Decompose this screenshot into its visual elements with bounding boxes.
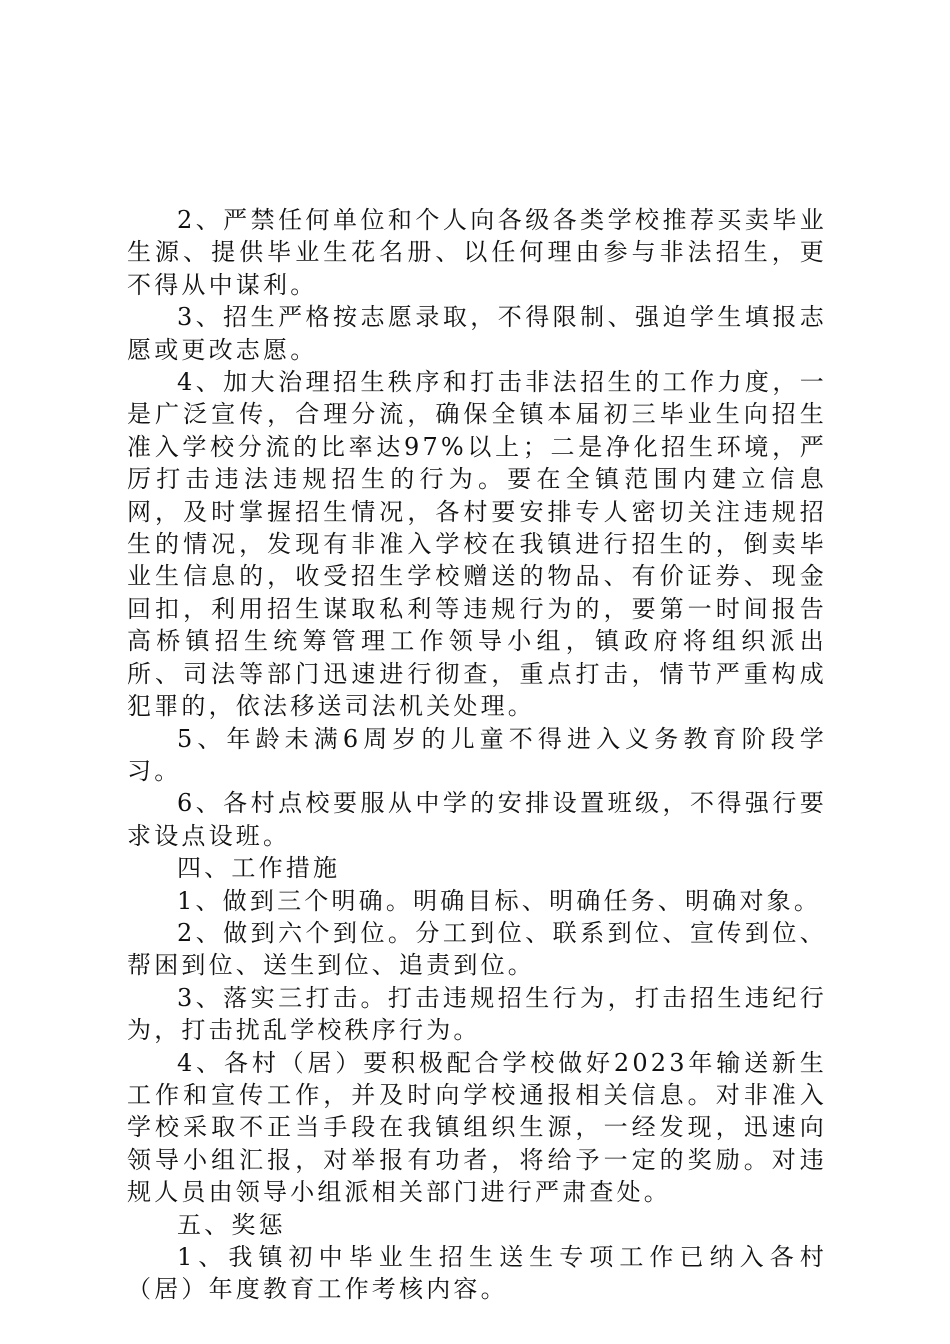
measure-item-1: 1、做到三个明确。明确目标、明确任务、明确对象。 <box>177 886 822 915</box>
measure-item-3: 3、落实三打击。打击违规招生行为，打击招生违纪行为，打击扰乱学校秩序行为。 <box>127 983 827 1045</box>
paragraph-item-3: 3、招生严格按志愿录取，不得限制、强迫学生填报志愿或更改志愿。 <box>127 303 827 364</box>
section-heading-measures: 四、工作措施 <box>177 854 341 883</box>
paragraph-item-4: 4、加大治理招生秩序和打击非法招生的工作力度，一是广泛宣传，合理分流，确保全镇本届初三毕业生向招生准入学校分流的比率达97%以上；二是净化招生环境，严厉打击违法违规招生的行为。要在全镇范围内建立信息网，及时掌握招生情况，各村要安排专人密切关注违规招生的情况，发现有非准入学校在我镇进行招生的，倒卖毕业生信息的，收受招生学校赠送的物品、有价证券、现金回扣，利用招生谋取私利等违规行为的，要第一时间报告高桥镇招生统筹管理工作领导小组，镇政府将组织派出所、司法等部门迅速进行彻查，重点打击，情节严重构成犯罪的，依法移送司法机关处理。 <box>127 368 827 721</box>
document-body <box>127 204 827 1306</box>
measure-item-4: 4、各村（居）要积极配合学校做好2023年输送新生工作和宣传工作，并及时向学校通报相关信息。对非准入学校采取不正当手段在我镇组织生源，一经发现，迅速向领导小组汇报，对举报有功者，将给予一定的奖励。对违规人员由领导小组派相关部门进行严肃查处。 <box>127 1048 827 1207</box>
paragraph-item-6: 6、各村点校要服从中学的安排设置班级，不得强行要求设点设班。 <box>127 789 827 850</box>
section-heading-rewards: 五、奖惩 <box>177 1210 286 1239</box>
paragraph-item-2: 2、严禁任何单位和个人向各级各类学校推荐买卖毕业生源、提供毕业生花名册、以任何理由参与非法招生，更不得从中谋利。 <box>127 206 827 299</box>
paragraph-item-5: 5、年龄未满6周岁的儿童不得进入义务教育阶段学习。 <box>127 724 827 785</box>
measure-item-2: 2、做到六个到位。分工到位、联系到位、宣传到位、帮困到位、送生到位、追责到位。 <box>127 918 827 980</box>
reward-item-1: 1、我镇初中毕业生招生送生专项工作已纳入各村（居）年度教育工作考核内容。 <box>127 1243 827 1304</box>
